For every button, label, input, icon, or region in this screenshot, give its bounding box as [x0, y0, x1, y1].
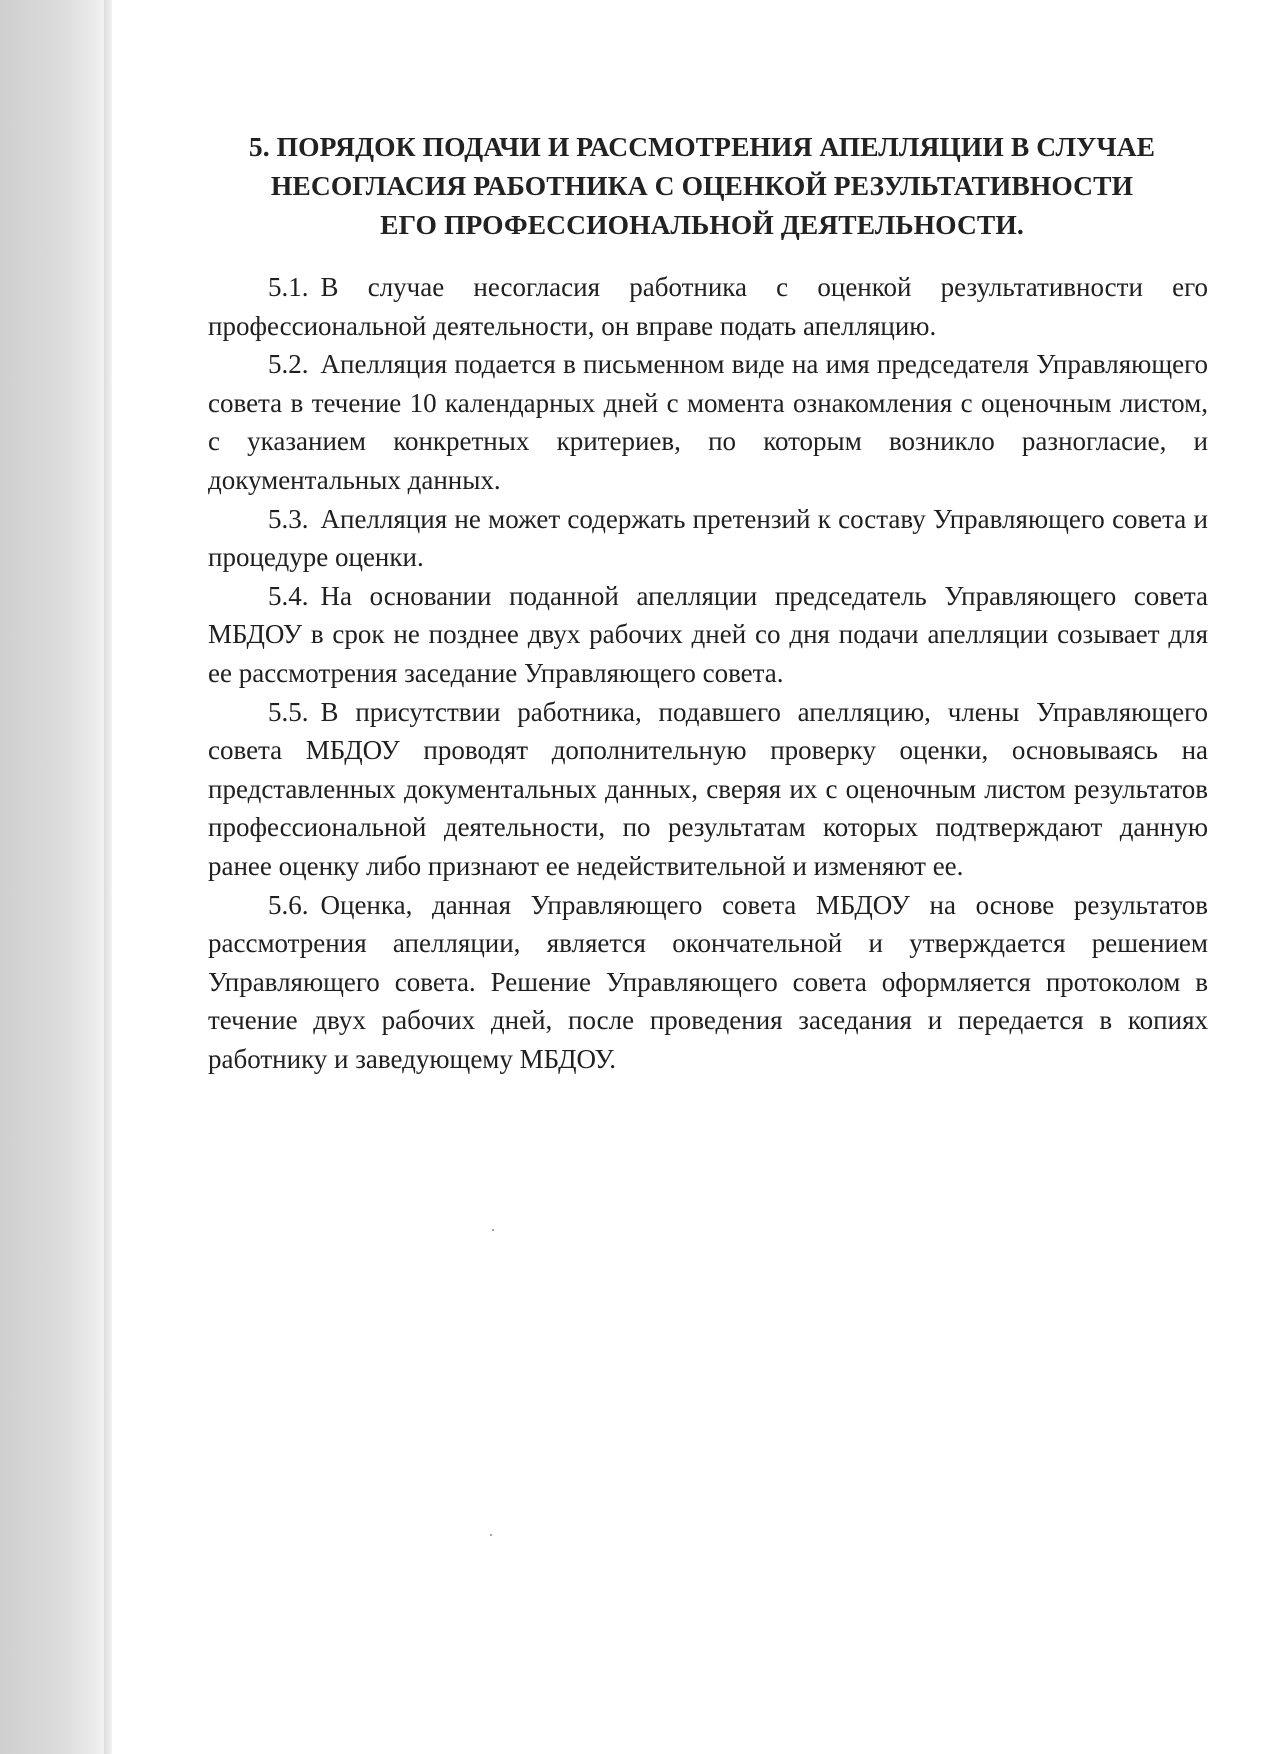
heading-line: НЕСОГЛАСИЯ РАБОТНИКА С ОЦЕНКОЙ РЕЗУЛЬТАТИВНОСТИ [270, 170, 1134, 201]
paragraph-5-4 [208, 577, 1208, 693]
paragraph-5-2 [208, 345, 1208, 499]
paragraph-5-1 [208, 268, 1208, 345]
paragraph-number: 5.5. [268, 696, 309, 727]
paragraph-number: 5.4. [268, 580, 309, 611]
paragraph-text: Оценка, данная Управляющего совета МБДОУ на основе результатов рассмотрения апелляции, является окончательной и утверждается решением Управляющего совета. Решение Управляющего совета оформляется протоколом в течение двух рабочих дней, после проведения заседания и передается в копиях работнику и заведующему МБДОУ. [208, 889, 1208, 1074]
paragraph-5-5 [208, 693, 1208, 886]
paragraph-text: Апелляция не может содержать претензий к составу Управляющего совета и процедуре оценки. [208, 503, 1208, 573]
heading-line: 5. ПОРЯДОК ПОДАЧИ И РАССМОТРЕНИЯ АПЕЛЛЯЦИИ В СЛУЧАЕ [248, 131, 1156, 162]
paragraph-5-3 [208, 500, 1208, 577]
scan-speck [492, 1229, 494, 1231]
paragraph-text: На основании поданной апелляции председатель Управляющего совета МБДОУ в срок не позднее двух рабочих дней со дня подачи апелляции созывает для ее рассмотрения заседание Управляющего совета. [208, 580, 1208, 688]
paragraph-number: 5.3. [268, 503, 309, 534]
paragraph-5-6 [208, 886, 1208, 1079]
section-body [208, 268, 1208, 1078]
paragraph-text: В случае несогласия работника с оценкой результативности его профессиональной деятельности, он вправе подать апелляцию. [208, 272, 1208, 341]
section-heading [202, 127, 1202, 244]
paragraph-number: 5.1. [268, 272, 309, 302]
heading-line: ЕГО ПРОФЕССИОНАЛЬНОЙ ДЕЯТЕЛЬНОСТИ. [380, 209, 1024, 240]
document-page [112, 0, 1264, 1754]
scan-binding-shadow [0, 0, 112, 1754]
paragraph-number: 5.6. [268, 889, 309, 920]
paragraph-text: Апелляция подается в письменном виде на имя председателя Управляющего совета в течение 10 календарных дней с момента ознакомления с оценочным листом, с указанием конкретных критериев, по которым возникло разногласие, и документальных данных. [208, 349, 1208, 495]
paragraph-text: В присутствии работника, подавшего апелляцию, члены Управляющего совета МБДОУ проводят дополнительную проверку оценки, основываясь на представленных документальных данных, сверяя их с оценочным листом результатов профессиональной деятельности, по результатам которых подтверждают данную ранее оценку либо признают ее недействительной и изменяют ее. [208, 696, 1208, 881]
scan-speck [490, 1534, 492, 1536]
paragraph-number: 5.2. [268, 349, 309, 380]
